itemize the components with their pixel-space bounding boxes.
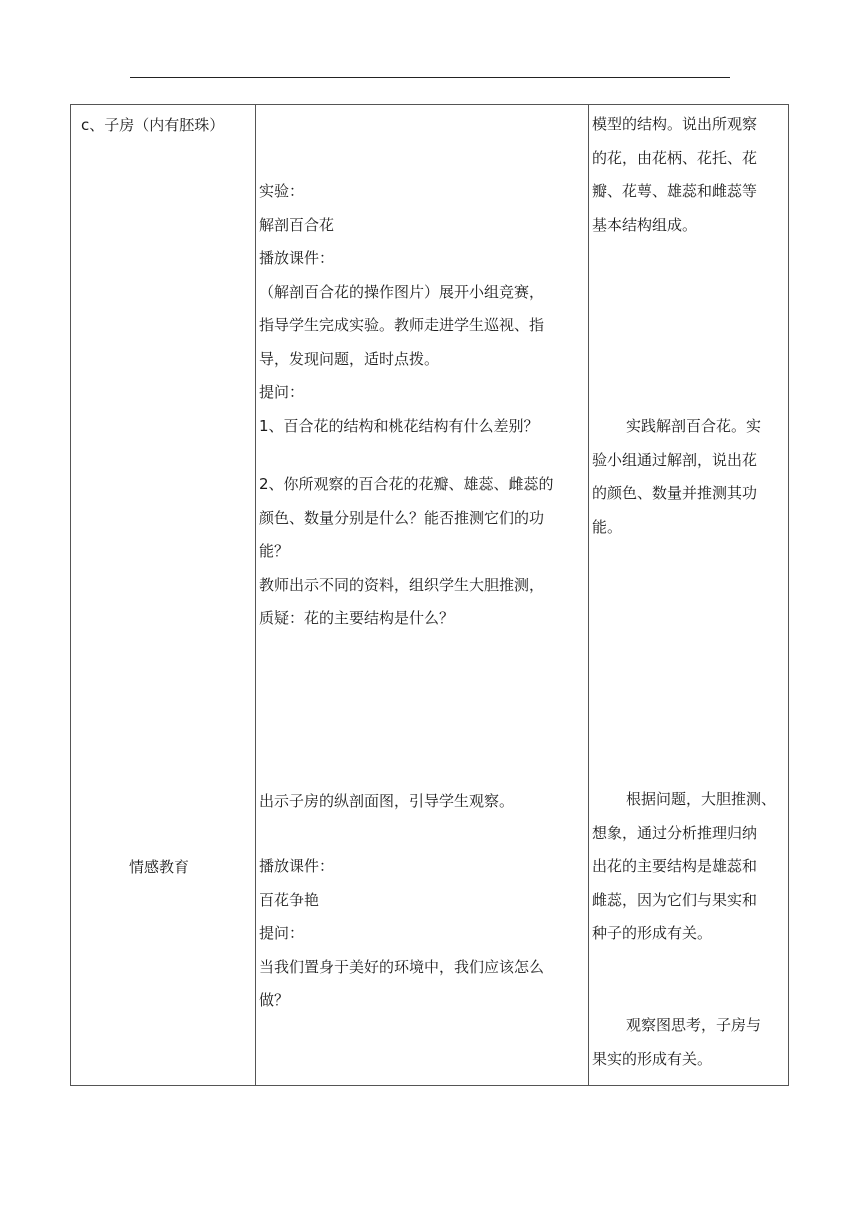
model-line: 瓣、花萼、雄蕊和雌蕊等 [592,182,758,200]
observation-line: 果实的形成有关。 [592,1049,713,1068]
practice-line: 的颜色、数量并推测其功 [592,484,758,502]
section-emotion-education: 情感教育 [129,858,190,876]
column-divider [588,105,589,1085]
question-label: 提问： [259,383,305,401]
inference-line: 想象，通过分析推理归纳 [592,823,758,842]
practice-block [592,410,761,544]
courseware-desc-line: 导，发现问题，适时点拨。 [259,349,440,368]
inference-line: 雌蕊，因为它们与果实和 [592,890,758,909]
question-3-line: 当我们置身于美好的环境中，我们应该怎么 [259,957,545,976]
model-line: 模型的结构。说出所观察 [592,115,758,133]
experiment-block [259,175,544,443]
question-3-line: 做？ [259,991,290,1009]
courseware-block-2 [259,850,544,1018]
courseware-desc-line: （解剖百合花的操作图片）展开小组竞赛， [259,282,545,301]
teacher-line: 教师出示不同的资料，组织学生大胆推测， [259,575,545,594]
model-line: 基本结构组成。 [592,215,698,234]
experiment-title: 解剖百合花 [259,215,335,234]
question-label: 提问： [259,924,305,942]
ovary-item: c、子房（内有胚珠） [81,116,225,134]
teacher-line: 质疑：花的主要结构是什么？ [259,609,455,627]
header-rule [130,77,730,78]
question-2-line: 能？ [259,542,290,560]
inference-line: 种子的形成有关。 [592,924,713,942]
courseware-label: 播放课件： [259,249,335,267]
ovary-section-text: 出示子房的纵剖面图，引导学生观察。 [259,792,515,810]
model-line: 的花，由花柄、花托、花 [592,148,758,167]
courseware-desc-line: 指导学生完成实验。教师走进学生巡视、指 [259,316,545,334]
observation-block [592,1009,761,1076]
practice-line: 验小组通过解剖，说出花 [592,450,758,469]
inference-line: 根据问题，大胆推测、 [626,790,777,808]
practice-line: 能。 [592,517,623,536]
question-2-line: 颜色、数量分别是什么？能否推测它们的功 [259,508,545,527]
courseware-label: 播放课件： [259,857,335,875]
observation-line: 观察图思考，子房与 [626,1016,762,1034]
question-2-line: 2、你所观察的百合花的花瓣、雄蕊、雌蕊的 [259,475,554,493]
question-2-block [259,468,554,636]
question-1: 1、百合花的结构和桃花结构有什么差别？ [259,416,539,435]
inference-block [592,783,776,951]
experiment-label: 实验： [259,182,305,200]
practice-line: 实践解剖百合花。实 [626,417,762,435]
column-divider [255,105,256,1085]
lesson-table [70,104,789,1086]
model-structure-block [592,108,757,242]
inference-line: 出花的主要结构是雄蕊和 [592,857,758,875]
courseware-title: 百花争艳 [259,890,320,909]
